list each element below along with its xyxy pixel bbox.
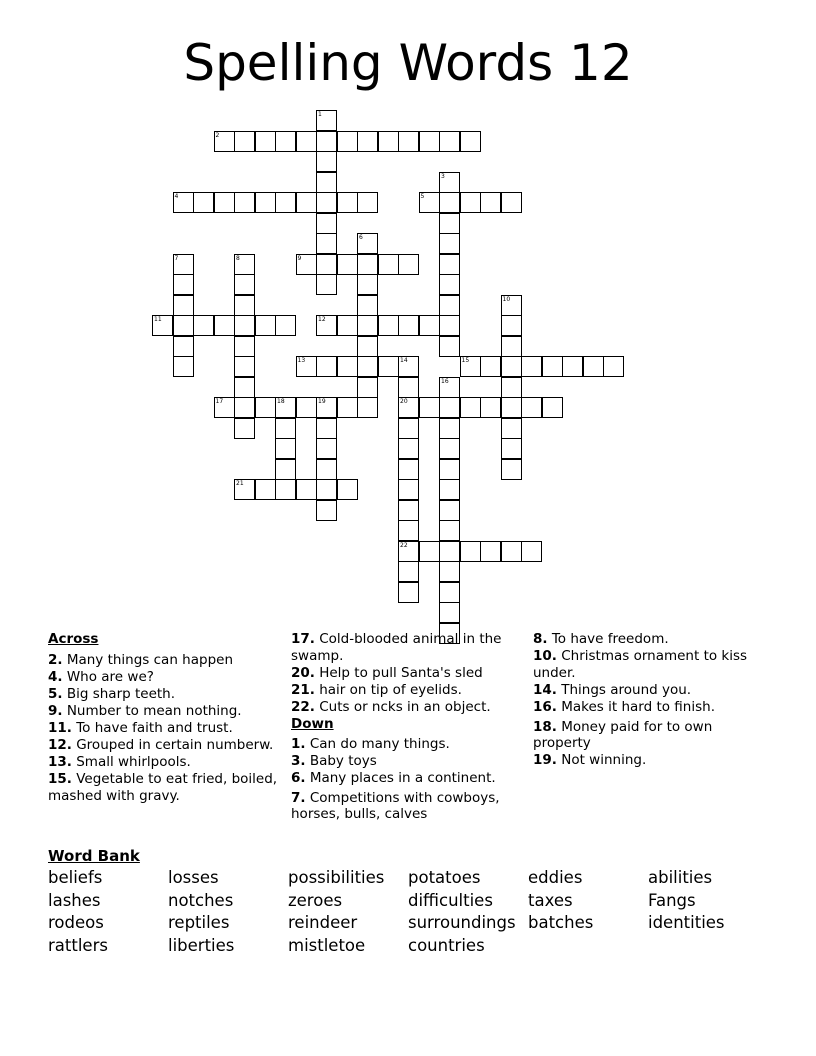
grid-cell[interactable] [439, 520, 460, 541]
grid-cell[interactable] [419, 315, 440, 336]
clue-across-17: 17. Cold-blooded animal in the swamp. [291, 631, 502, 664]
grid-cell[interactable] [439, 336, 460, 357]
grid-cell[interactable] [316, 254, 337, 275]
grid-cell[interactable] [419, 397, 440, 418]
clue-across-13: 13. Small whirlpools. [48, 754, 191, 770]
grid-number: 12 [318, 316, 326, 323]
grid-number: 15 [461, 357, 470, 364]
grid-cell[interactable] [316, 131, 337, 152]
grid-cell[interactable] [234, 397, 255, 418]
grid-cell[interactable] [316, 438, 337, 459]
grid-cell[interactable] [460, 541, 481, 562]
grid-cell[interactable] [255, 192, 276, 213]
grid-number: 19 [318, 398, 326, 405]
grid-cell[interactable] [398, 377, 419, 398]
grid-cell[interactable] [501, 397, 522, 418]
grid-cell[interactable] [214, 192, 235, 213]
grid-cell[interactable] [439, 541, 460, 562]
grid-cell[interactable] [234, 377, 255, 398]
grid-number: 18 [277, 398, 285, 405]
clue-across-5: 5. Big sharp teeth. [48, 686, 176, 702]
grid-cell[interactable] [480, 541, 501, 562]
grid-cell[interactable] [296, 479, 317, 500]
word-bank-word: reindeer [288, 913, 358, 932]
grid-cell[interactable] [296, 192, 317, 213]
word-bank-word: losses [168, 868, 219, 887]
word-bank-word: possibilities [288, 868, 385, 887]
grid-cell[interactable] [316, 356, 337, 377]
grid-cell[interactable] [419, 131, 440, 152]
word-bank-word: lashes [48, 890, 101, 910]
word-bank-word: potatoes [408, 868, 481, 887]
clue-down-6: 6. Many places in a continent. [291, 769, 496, 786]
grid-cell[interactable] [337, 131, 358, 152]
grid-cell[interactable] [357, 356, 378, 377]
grid-cell[interactable] [398, 254, 419, 275]
grid-cell[interactable] [234, 192, 255, 213]
grid-cell[interactable] [173, 315, 194, 336]
grid-cell[interactable] [316, 151, 337, 172]
grid-cell[interactable] [275, 131, 296, 152]
grid-cell[interactable] [521, 356, 542, 377]
grid-cell[interactable] [214, 315, 235, 336]
grid-cell[interactable] [480, 356, 501, 377]
clue-down-19: 19. Not winning. [533, 752, 647, 768]
grid-cell[interactable] [255, 315, 276, 336]
clue-down-14: 14. Things around you. [533, 681, 692, 698]
grid-cell[interactable] [542, 397, 563, 418]
puzzle-title: Spelling Words 12 [183, 34, 633, 92]
grid-cell[interactable] [357, 377, 378, 398]
grid-cell[interactable] [501, 418, 522, 439]
grid-cell[interactable] [439, 500, 460, 521]
grid-cell[interactable] [378, 254, 399, 275]
grid-cell[interactable] [234, 356, 255, 377]
word-bank-word: batches [528, 913, 594, 932]
clue-across-9: 9. Number to mean nothing. [48, 703, 242, 719]
word-bank-word: reptiles [168, 913, 230, 932]
grid-cell[interactable] [357, 397, 378, 418]
grid-cell[interactable] [439, 561, 460, 582]
grid-cell[interactable] [460, 131, 481, 152]
grid-cell[interactable] [316, 172, 337, 193]
word-bank-word: rattlers [48, 935, 108, 955]
word-bank-word: countries [408, 935, 485, 955]
grid-cell[interactable] [316, 459, 337, 480]
grid-cell[interactable] [439, 131, 460, 152]
grid-cell[interactable] [419, 541, 440, 562]
clues-column-1 [48, 631, 278, 805]
grid-cell[interactable] [316, 274, 337, 295]
word-bank-word: liberties [168, 935, 235, 955]
grid-number: 4 [174, 193, 179, 200]
clue-across-21: 21. hair on tip of eyelids. [291, 681, 462, 698]
grid-cell[interactable] [275, 315, 296, 336]
grid-cell[interactable] [439, 397, 460, 418]
clue-across-4: 4. Who are we? [48, 669, 154, 685]
grid-number: 10 [502, 295, 511, 303]
grid-cell[interactable] [337, 356, 358, 377]
clue-down-1: 1. Can do many things. [291, 735, 450, 752]
grid-cell[interactable] [378, 315, 399, 336]
grid-cell[interactable] [439, 582, 460, 603]
grid-cell[interactable] [398, 438, 419, 459]
grid-cell[interactable] [296, 131, 317, 152]
grid-number: 3 [441, 172, 445, 180]
grid-cell[interactable] [173, 336, 194, 357]
grid-cell[interactable] [398, 459, 419, 480]
grid-cell[interactable] [521, 541, 542, 562]
clue-across-11: 11. To have faith and trust. [48, 720, 233, 736]
grid-cell[interactable] [337, 254, 358, 275]
grid-cell[interactable] [480, 397, 501, 418]
clue-down-8: 8. To have freedom. [533, 631, 669, 647]
grid-cell[interactable] [583, 356, 604, 377]
word-bank-word: difficulties [408, 890, 493, 910]
clues-column-2 [291, 631, 516, 823]
grid-cell[interactable] [316, 192, 337, 213]
word-bank-word: zeroes [288, 890, 343, 910]
down-heading: Down [291, 715, 334, 732]
word-bank-word: notches [168, 890, 234, 910]
grid-cell[interactable] [460, 397, 481, 418]
word-bank-word: beliefs [48, 868, 103, 887]
clue-down-7: 7. Competitions with cowboys, horses, bulls, calves [291, 789, 500, 822]
grid-number: 8 [236, 254, 240, 262]
grid-cell[interactable] [255, 397, 276, 418]
grid-number: 22 [400, 541, 408, 549]
word-bank-word: mistletoe [288, 935, 366, 955]
grid-cell[interactable] [439, 213, 460, 234]
grid-cell[interactable] [439, 315, 460, 336]
grid-cell[interactable] [296, 397, 317, 418]
grid-cell[interactable] [234, 295, 255, 316]
grid-cell[interactable] [439, 295, 460, 316]
grid-cell[interactable] [357, 315, 378, 336]
grid-cell[interactable] [357, 295, 378, 316]
grid-cell[interactable] [398, 500, 419, 521]
clue-across-20: 20. Help to pull Santa's sled [291, 664, 483, 681]
clue-down-3: 3. Baby toys [291, 752, 377, 769]
grid-cell[interactable] [275, 438, 296, 459]
grid-cell[interactable] [398, 315, 419, 336]
grid-number: 11 [154, 316, 162, 323]
grid-cell[interactable] [173, 295, 194, 316]
grid-cell[interactable] [378, 131, 399, 152]
grid-cell[interactable] [255, 479, 276, 500]
word-bank-word: eddies [528, 868, 583, 887]
grid-cell[interactable] [439, 459, 460, 480]
grid-cell[interactable] [316, 213, 337, 234]
grid-cell[interactable] [316, 500, 337, 521]
grid-cell[interactable] [275, 192, 296, 213]
grid-cell[interactable] [439, 254, 460, 275]
grid-cell[interactable] [501, 356, 522, 377]
clue-across-22: 22. Cuts or ncks in an object. [291, 698, 491, 715]
grid-cell[interactable] [173, 356, 194, 377]
word-bank-word: surroundings [408, 913, 516, 932]
word-bank-word: Fangs [648, 890, 696, 910]
grid-cell[interactable] [357, 274, 378, 295]
grid-cell[interactable] [275, 479, 296, 500]
grid-cell[interactable] [542, 356, 563, 377]
grid-cell[interactable] [398, 582, 419, 603]
grid-cell[interactable] [357, 131, 378, 152]
grid-cell[interactable] [337, 192, 358, 213]
grid-cell[interactable] [398, 479, 419, 500]
word-bank-word: taxes [528, 890, 573, 910]
grid-cell[interactable] [439, 192, 460, 213]
grid-cell[interactable] [173, 274, 194, 295]
grid-cell[interactable] [501, 541, 522, 562]
grid-number: 2 [215, 131, 220, 139]
grid-cell[interactable] [501, 192, 522, 213]
grid-cell[interactable] [316, 418, 337, 439]
grid-number: 1 [318, 111, 322, 118]
clue-down-10: 10. Christmas ornament to kiss under. [533, 648, 748, 681]
grid-cell[interactable] [337, 315, 358, 336]
grid-cell[interactable] [255, 131, 276, 152]
grid-cell[interactable] [439, 602, 460, 623]
grid-cell[interactable] [398, 418, 419, 439]
clue-across-12: 12. Grouped in certain numberw. [48, 737, 274, 753]
grid-cell[interactable] [357, 192, 378, 213]
grid-cell[interactable] [316, 233, 337, 254]
grid-cell[interactable] [501, 377, 522, 398]
grid-cell[interactable] [501, 336, 522, 357]
clues-column-3 [533, 631, 768, 769]
grid-cell[interactable] [501, 459, 522, 480]
grid-number: 13 [297, 357, 306, 364]
grid-cell[interactable] [398, 561, 419, 582]
grid-cell[interactable] [439, 479, 460, 500]
word-bank-heading: Word Bank [48, 847, 140, 865]
grid-number: 14 [400, 357, 408, 364]
grid-cell[interactable] [439, 233, 460, 254]
clue-down-16: 16. Makes it hard to finish. [533, 698, 715, 715]
grid-cell[interactable] [234, 315, 255, 336]
grid-cell[interactable] [562, 356, 583, 377]
clue-down-18: 18. Money paid for to own property [533, 718, 713, 751]
grid-number: 7 [174, 254, 179, 262]
grid-cell[interactable] [275, 418, 296, 439]
grid-cell[interactable] [439, 418, 460, 439]
grid-cell[interactable] [337, 479, 358, 500]
grid-cell[interactable] [193, 315, 214, 336]
word-bank-word: identities [648, 913, 725, 932]
grid-cell[interactable] [480, 192, 501, 213]
grid-cell[interactable] [234, 418, 255, 439]
across-heading: Across [48, 631, 99, 647]
word-bank-word: abilities [648, 868, 713, 887]
grid-number: 5 [420, 193, 425, 200]
grid-number: 9 [297, 254, 302, 262]
grid-number: 6 [359, 234, 363, 241]
grid-cell[interactable] [501, 315, 522, 336]
grid-cell[interactable] [275, 459, 296, 480]
clue-across-15: 15. Vegetable to eat fried, boiled, mashed with gravy. [48, 771, 278, 804]
grid-cell[interactable] [398, 131, 419, 152]
grid-cell[interactable] [378, 356, 399, 377]
grid-cell[interactable] [193, 192, 214, 213]
grid-cell[interactable] [460, 192, 481, 213]
grid-number: 16 [441, 377, 449, 385]
grid-cell[interactable] [316, 479, 337, 500]
grid-cell[interactable] [357, 336, 378, 357]
word-bank-word: rodeos [48, 913, 104, 932]
grid-cell[interactable] [234, 131, 255, 152]
grid-cell[interactable] [398, 520, 419, 541]
grid-number: 20 [400, 398, 408, 405]
grid-cell[interactable] [521, 397, 542, 418]
grid-number: 17 [215, 398, 224, 405]
grid-cell[interactable] [357, 254, 378, 275]
grid-cell[interactable] [337, 397, 358, 418]
grid-cell[interactable] [234, 336, 255, 357]
grid-cell[interactable] [439, 438, 460, 459]
grid-cell[interactable] [603, 356, 624, 377]
grid-number: 21 [236, 480, 244, 487]
grid-cell[interactable] [439, 274, 460, 295]
grid-cell[interactable] [234, 274, 255, 295]
clue-across-2: 2. Many things can happen [48, 652, 234, 668]
grid-cell[interactable] [501, 438, 522, 459]
